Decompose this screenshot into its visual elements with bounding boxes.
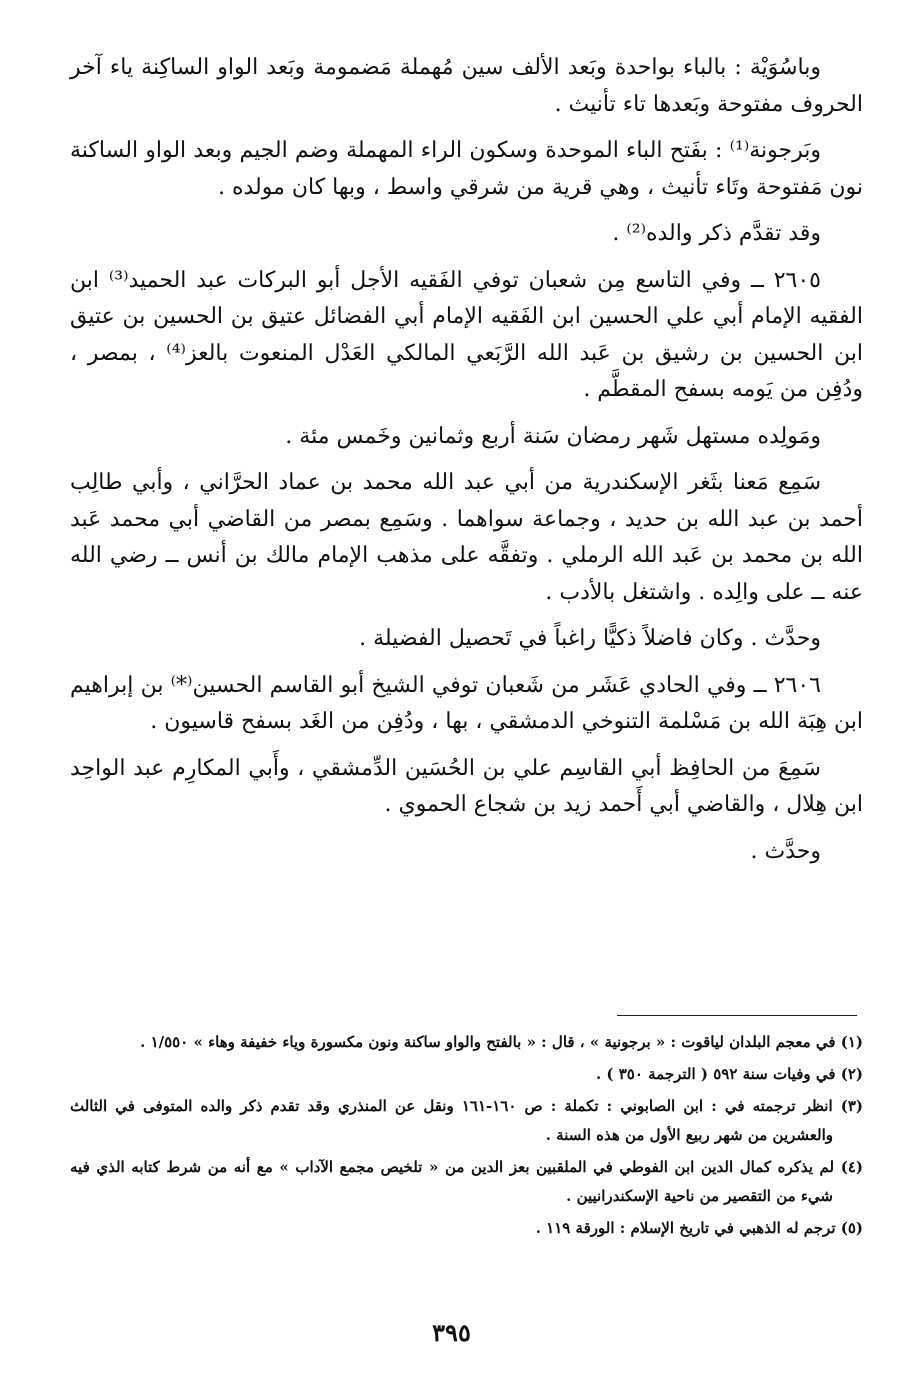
paragraph-birth: ومَولِده مستهل شَهر رمضان سَنة أربع وثمانين وخَمس مئة . [285,423,821,449]
footnote-1: (١) في معجم البلدان لياقوت : « برجونية » ، قال : « بالفتح والواو ساكنة ونون مكسورة وياء خفيفة وهاء » ١/٥٥٠ . [140,1033,863,1051]
entry-2606: ٢٦٠٦ ــ وفي الحادي عَشَر من شَعبان توفي الشيخ أبو القاسم الحسين⁽*⁾ بن إبراهيم ابن هِبَة الله بن مَسْلمة التنوخي الدمشقي ، بها ، ودُفِن من الغَد بسفح قاسيون . [70,672,863,734]
paragraph-father-mention: وقد تقدَّم ذكر والده⁽²⁾ . [612,221,821,246]
paragraph-narrated-2: وحدَّث . [750,838,821,864]
paragraph-narrated: وحدَّث . وكان فاضلاً ذكيًّا راغباً في تَحصيل الفضيلة . [359,626,821,651]
footnote-5: (٥) ترجم له الذهبي في تاريخ الإسلام : الورقة ١١٩ . [535,1219,863,1237]
footnote-2: (٢) في وفيات سنة ٥٩٢ ( الترجمة ٣٥٠ ) . [595,1065,863,1083]
paragraph-teachers: سَمِعَ من الحافِظ أبي القاسِم علي بن الحُسَين الدِّمشقي ، وأَبي المكارِم عبد الواحِد ابن هِلال ، والقاضي أبي أَحمد زيد بن شجاع الحموي . [70,755,863,817]
paragraph-barjuna: وبَرجونة⁽¹⁾ : بفَتح الباء الموحدة وسكون الراء المهملة وضم الجيم وبعد الواو الساكنة نون مَفتوحة وتَاء تأنيث ، وهي قرية من شرقي واسط ، وبها كان مولده . [70,138,863,200]
footnotes [70,1028,863,1246]
footnote-divider [617,1015,857,1016]
paragraph-studies: سَمِع مَعنا بثَغر الإسكندرية من أبي عبد الله محمد بن عماد الحرَّاني ، وأبي طالِب أحمد بن عبد الله بن حديد ، وجماعة سواهما . وسَمِع بمصر من القاضي أبي محمد عَبد الله بن محمد بن عَبد الله الرملي . وتفقَّه على مذهب الإمام مالك بن أنس ــ رضي الله عنه ــ على والِده . واشتغل بالأدب . [70,470,863,605]
footnote-3: (٣) انظر ترجمته في : ابن الصابوني : تكملة : ص ١٦٠-١٦١ ونقل عن المنذري وقد تقدم ذكر والده المتوفى في الثالث والعشرين من شهر ربيع الأول من هذه السنة . [70,1097,864,1144]
page-number: ٣٩٥ [432,1318,471,1347]
main-text [70,50,863,880]
footnote-4: (٤) لم يذكره كمال الدين ابن الفوطي في الملقبين بعز الدين من « تلخيص مجمع الآداب » مع أنه من شرط كتابه الذي فيه شيء من التقصير من ناحية الإسكندرانيين . [70,1158,863,1205]
paragraph-basuwayh: وباسُوَيْة : بالباء بواحدة وبَعد الألف سين مُهملة مَضمومة وبَعد الواو الساكِنة ياء آخر الحروف مفتوحة وبَعدها تاء تأنيث . [70,55,863,117]
entry-2605: ٢٦٠٥ ــ وفي التاسع مِن شعبان توفي الفَقيه الأجل أبو البركات عبد الحميد⁽³⁾ ابن الفقيه الإمام أبي علي الحسين ابن الفَقيه الإمام أبي الفضائل عتيق بن الحسين بن عتيق ابن الحسين بن رشيق بن عَبد الله الرَّبَعي المالكي العَدْل المنعوت بالعز⁽⁴⁾ ، بمصر ، ودُفِن من يَومه بسفح المقطَّم . [70,267,863,402]
